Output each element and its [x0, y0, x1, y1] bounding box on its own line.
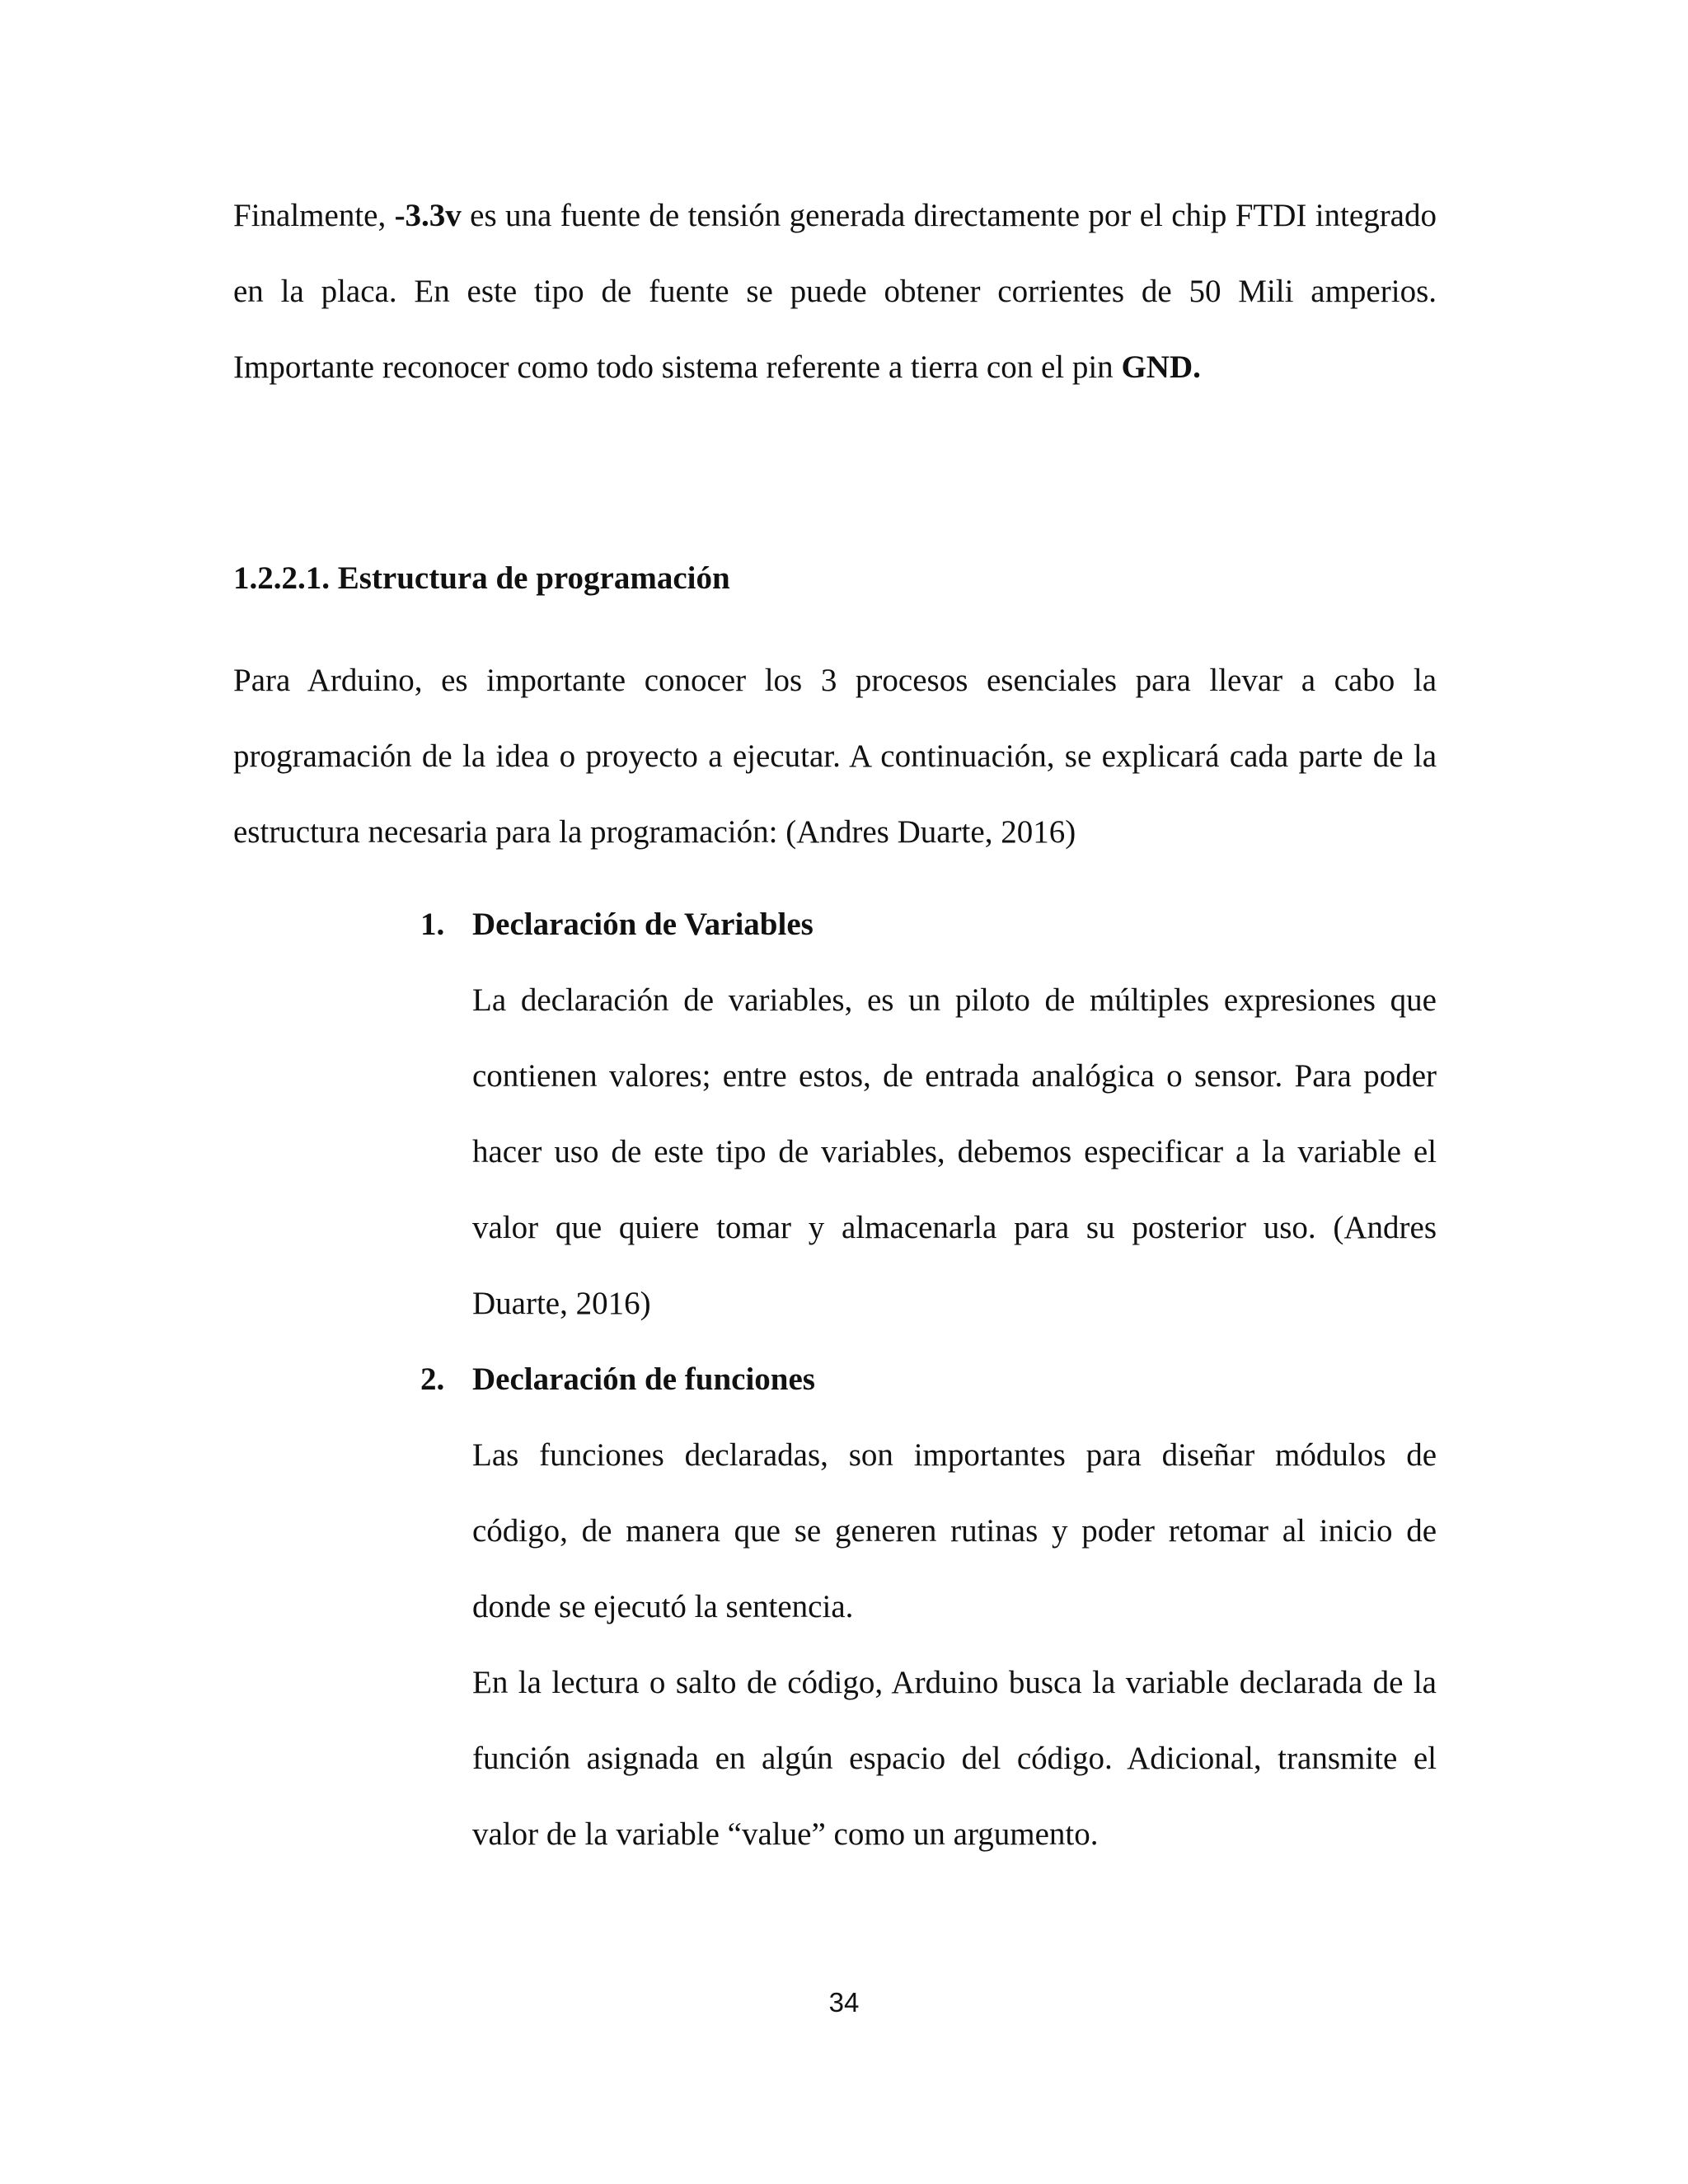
section-heading: 1.2.2.1. Estructura de programación [233, 560, 730, 596]
paragraph-1-text-a: Finalmente, [233, 198, 395, 233]
list-item-variables [420, 887, 1437, 1342]
list-number: 1. [420, 907, 445, 942]
numbered-list [420, 887, 1437, 1872]
page-number: 34 [828, 1987, 860, 2018]
list-item-title: Declaración de funciones [472, 1361, 815, 1397]
list-item-title: Declaración de Variables [472, 907, 814, 942]
list-item-text: La declaración de variables, es un piloto de múltiples expresiones que contienen valores; entre estos, de entrada analógica o sensor. Para poder hacer uso de este tipo de variables, debemos especificar a la variable el valor que quiere tomar y almacenarla para su posterior uso. (Andres Duarte, 2016) [472, 982, 1437, 1321]
list-item-functions [420, 1342, 1437, 1872]
gnd-bold-text: GND. [1121, 349, 1201, 385]
paragraph-intro: Para Arduino, es importante conocer los 3 procesos esenciales para llevar a cabo la programación de la idea o proyecto a ejecutar. A continuación, se explicará cada parte de la estructura necesaria para la programación: (Andres Duarte, 2016) [233, 663, 1437, 850]
list-number: 2. [420, 1361, 445, 1397]
voltage-bold-text: -3.3v [394, 198, 462, 233]
list-item-text: En la lectura o salto de código, Arduino busca la variable declarada de la función asignada en algún espacio del código. Adicional, transmite el valor de la variable “value” como un argumento. [472, 1665, 1437, 1852]
paragraph-power-source [233, 178, 1437, 405]
paragraph-1-text-b: es una fuente de tensión generada directamente por el chip FTDI integrado en la placa. En este tipo de fuente se puede obtener corrientes de 50 Mili amperios. Importante reconocer como todo sistema referente a tierra con el pin [233, 198, 1437, 385]
list-item-text: Las funciones declaradas, son importantes para diseñar módulos de código, de manera que se generen rutinas y poder retomar al inicio de donde se ejecutó la sentencia. [472, 1437, 1437, 1624]
